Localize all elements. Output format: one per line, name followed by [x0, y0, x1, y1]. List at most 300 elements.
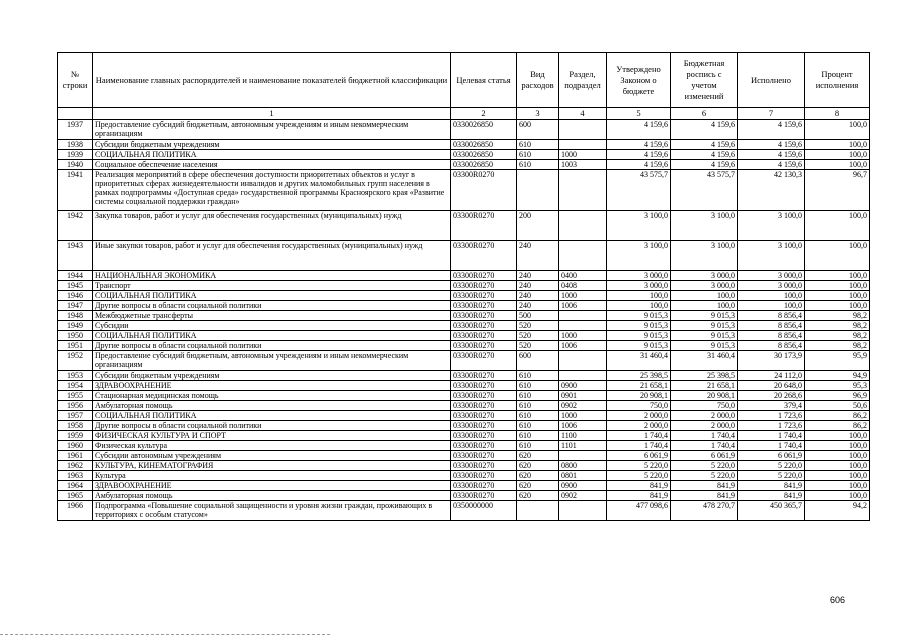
row-section: 1000 — [559, 411, 607, 421]
row-percent: 100,0 — [805, 481, 870, 491]
row-name: Субсидии бюджетным учреждениям — [93, 371, 451, 381]
row-approved: 2 000,0 — [607, 421, 671, 431]
row-target: 0330026850 — [451, 120, 517, 140]
row-name: КУЛЬТУРА, КИНЕМАТОГРАФИЯ — [93, 461, 451, 471]
row-expense-type: 500 — [517, 311, 559, 321]
budget-table — [57, 52, 870, 521]
row-executed: 8 856,4 — [738, 311, 805, 321]
row-expense-type: 620 — [517, 481, 559, 491]
row-target: 03300R0270 — [451, 411, 517, 421]
row-budget: 25 398,5 — [671, 371, 738, 381]
row-number: 1962 — [58, 461, 93, 471]
row-expense-type — [517, 501, 559, 521]
row-executed: 8 856,4 — [738, 321, 805, 331]
row-percent: 100,0 — [805, 441, 870, 451]
row-percent: 98,2 — [805, 311, 870, 321]
row-name: ФИЗИЧЕСКАЯ КУЛЬТУРА И СПОРТ — [93, 431, 451, 441]
row-expense-type — [517, 170, 559, 211]
row-percent: 96,9 — [805, 391, 870, 401]
row-section: 0801 — [559, 471, 607, 481]
row-expense-type: 610 — [517, 381, 559, 391]
header-row — [58, 53, 870, 108]
row-budget: 1 740,4 — [671, 431, 738, 441]
row-expense-type: 610 — [517, 401, 559, 411]
table-row — [58, 371, 870, 381]
row-number: 1965 — [58, 491, 93, 501]
row-name: Межбюджетные трансферты — [93, 311, 451, 321]
row-budget: 21 658,1 — [671, 381, 738, 391]
row-target: 03300R0270 — [451, 371, 517, 381]
row-budget: 2 000,0 — [671, 411, 738, 421]
row-expense-type: 610 — [517, 441, 559, 451]
row-budget: 5 220,0 — [671, 461, 738, 471]
row-section: 1003 — [559, 160, 607, 170]
row-executed: 4 159,6 — [738, 140, 805, 150]
row-approved: 6 061,9 — [607, 451, 671, 461]
row-executed: 8 856,4 — [738, 341, 805, 351]
row-target: 03300R0270 — [451, 331, 517, 341]
row-expense-type: 610 — [517, 391, 559, 401]
row-number: 1944 — [58, 271, 93, 281]
row-target: 03300R0270 — [451, 391, 517, 401]
row-section — [559, 501, 607, 521]
row-budget: 841,9 — [671, 491, 738, 501]
row-target: 03300R0270 — [451, 491, 517, 501]
table-row — [58, 211, 870, 241]
row-executed: 5 220,0 — [738, 461, 805, 471]
row-expense-type: 620 — [517, 491, 559, 501]
row-percent: 100,0 — [805, 140, 870, 150]
row-section — [559, 140, 607, 150]
row-section: 1101 — [559, 441, 607, 451]
row-executed: 3 000,0 — [738, 271, 805, 281]
row-executed: 3 000,0 — [738, 281, 805, 291]
row-number: 1960 — [58, 441, 93, 451]
table-row — [58, 341, 870, 351]
row-approved: 9 015,3 — [607, 331, 671, 341]
table-row — [58, 441, 870, 451]
row-approved: 4 159,6 — [607, 160, 671, 170]
column-number: 8 — [805, 108, 870, 120]
row-name: Транспорт — [93, 281, 451, 291]
table-row — [58, 140, 870, 150]
row-target: 03300R0270 — [451, 211, 517, 241]
row-number: 1957 — [58, 411, 93, 421]
row-target: 03300R0270 — [451, 481, 517, 491]
row-budget: 3 100,0 — [671, 241, 738, 271]
row-approved: 3 000,0 — [607, 281, 671, 291]
row-name: СОЦИАЛЬНАЯ ПОЛИТИКА — [93, 411, 451, 421]
row-section: 1006 — [559, 301, 607, 311]
row-approved: 3 100,0 — [607, 241, 671, 271]
row-name: Другие вопросы в области социальной политики — [93, 301, 451, 311]
row-expense-type: 610 — [517, 140, 559, 150]
row-name: Физическая культура — [93, 441, 451, 451]
row-target: 03300R0270 — [451, 441, 517, 451]
row-number: 1950 — [58, 331, 93, 341]
row-executed: 100,0 — [738, 291, 805, 301]
row-name: Социальное обеспечение населения — [93, 160, 451, 170]
row-section: 0902 — [559, 401, 607, 411]
row-expense-type: 240 — [517, 241, 559, 271]
row-target: 03300R0270 — [451, 381, 517, 391]
row-name: НАЦИОНАЛЬНАЯ ЭКОНОМИКА — [93, 271, 451, 281]
row-budget: 1 740,4 — [671, 441, 738, 451]
row-name: Предоставление субсидий бюджетным, автономным учреждениям и иным некоммерческим организациям — [93, 351, 451, 371]
row-section: 0901 — [559, 391, 607, 401]
row-target: 03300R0270 — [451, 301, 517, 311]
row-number: 1948 — [58, 311, 93, 321]
row-section: 0900 — [559, 481, 607, 491]
row-expense-type: 610 — [517, 421, 559, 431]
row-percent: 96,7 — [805, 170, 870, 211]
row-approved: 2 000,0 — [607, 411, 671, 421]
row-number: 1963 — [58, 471, 93, 481]
row-section: 0900 — [559, 381, 607, 391]
row-number: 1938 — [58, 140, 93, 150]
row-approved: 4 159,6 — [607, 120, 671, 140]
row-expense-type: 610 — [517, 150, 559, 160]
row-number: 1945 — [58, 281, 93, 291]
row-section: 1000 — [559, 150, 607, 160]
row-approved: 100,0 — [607, 291, 671, 301]
row-expense-type: 520 — [517, 331, 559, 341]
row-approved: 25 398,5 — [607, 371, 671, 381]
row-section — [559, 241, 607, 271]
row-number: 1958 — [58, 421, 93, 431]
row-expense-type: 240 — [517, 271, 559, 281]
row-approved: 841,9 — [607, 481, 671, 491]
row-expense-type: 240 — [517, 301, 559, 311]
row-target: 0350000000 — [451, 501, 517, 521]
table-row — [58, 150, 870, 160]
table-row — [58, 491, 870, 501]
row-executed: 4 159,6 — [738, 150, 805, 160]
row-executed: 3 100,0 — [738, 241, 805, 271]
row-target: 03300R0270 — [451, 170, 517, 211]
row-approved: 43 575,7 — [607, 170, 671, 211]
row-percent: 100,0 — [805, 281, 870, 291]
row-percent: 100,0 — [805, 491, 870, 501]
column-number: 1 — [93, 108, 451, 120]
row-approved: 3 000,0 — [607, 271, 671, 281]
row-name: Реализация мероприятий в сфере обеспечения доступности приоритетных объектов и услуг в приоритетных сферах жизнедеятельности инвалидов и других маломобильных групп населения в рамках подпрограммы «Доступная среда» государственной программы Красноярского края «Развитие системы социальной поддержки граждан» — [93, 170, 451, 211]
table-row — [58, 501, 870, 521]
row-target: 03300R0270 — [451, 461, 517, 471]
row-expense-type: 520 — [517, 321, 559, 331]
row-number: 1937 — [58, 120, 93, 140]
row-percent: 95,9 — [805, 351, 870, 371]
row-executed: 1 723,6 — [738, 411, 805, 421]
row-budget: 3 000,0 — [671, 271, 738, 281]
row-percent: 86,2 — [805, 411, 870, 421]
row-number: 1954 — [58, 381, 93, 391]
row-approved: 4 159,6 — [607, 150, 671, 160]
row-executed: 450 365,7 — [738, 501, 805, 521]
column-number: 6 — [671, 108, 738, 120]
row-executed: 1 740,4 — [738, 431, 805, 441]
header-row-no: № строки — [58, 53, 93, 108]
row-number: 1966 — [58, 501, 93, 521]
row-section: 0408 — [559, 281, 607, 291]
row-number: 1955 — [58, 391, 93, 401]
table-row — [58, 461, 870, 471]
row-budget: 478 270,7 — [671, 501, 738, 521]
row-name: ЗДРАВООХРАНЕНИЕ — [93, 481, 451, 491]
row-percent: 100,0 — [805, 291, 870, 301]
table-row — [58, 411, 870, 421]
row-number: 1953 — [58, 371, 93, 381]
row-number: 1959 — [58, 431, 93, 441]
row-executed: 4 159,6 — [738, 120, 805, 140]
column-number: 7 — [738, 108, 805, 120]
row-name: Стационарная медицинская помощь — [93, 391, 451, 401]
row-budget: 841,9 — [671, 481, 738, 491]
row-approved: 9 015,3 — [607, 321, 671, 331]
row-expense-type: 200 — [517, 211, 559, 241]
row-expense-type: 610 — [517, 160, 559, 170]
header-budget-list: Бюджетная роспись с учетом изменений — [671, 53, 738, 108]
row-executed: 30 173,9 — [738, 351, 805, 371]
row-budget: 31 460,4 — [671, 351, 738, 371]
header-name: Наименование главных распорядителей и наименование показателей бюджетной классификации — [93, 53, 451, 108]
row-name: СОЦИАЛЬНАЯ ПОЛИТИКА — [93, 291, 451, 301]
row-expense-type: 610 — [517, 431, 559, 441]
column-number: 3 — [517, 108, 559, 120]
table-row — [58, 160, 870, 170]
table-row — [58, 471, 870, 481]
row-percent: 100,0 — [805, 461, 870, 471]
row-budget: 2 000,0 — [671, 421, 738, 431]
row-executed: 1 723,6 — [738, 421, 805, 431]
row-number: 1956 — [58, 401, 93, 411]
row-name: Другие вопросы в области социальной политики — [93, 341, 451, 351]
row-section — [559, 211, 607, 241]
row-section: 1000 — [559, 291, 607, 301]
row-section — [559, 451, 607, 461]
row-percent: 100,0 — [805, 241, 870, 271]
row-budget: 9 015,3 — [671, 331, 738, 341]
header-executed: Исполнено — [738, 53, 805, 108]
column-number: 4 — [559, 108, 607, 120]
header-approved: Утверждено Законом о бюджете — [607, 53, 671, 108]
row-budget: 43 575,7 — [671, 170, 738, 211]
row-percent: 100,0 — [805, 451, 870, 461]
row-approved: 841,9 — [607, 491, 671, 501]
row-target: 03300R0270 — [451, 421, 517, 431]
row-name: ЗДРАВООХРАНЕНИЕ — [93, 381, 451, 391]
table-row — [58, 311, 870, 321]
row-budget: 6 061,9 — [671, 451, 738, 461]
row-section — [559, 311, 607, 321]
row-name: СОЦИАЛЬНАЯ ПОЛИТИКА — [93, 150, 451, 160]
row-section — [559, 321, 607, 331]
row-budget: 9 015,3 — [671, 311, 738, 321]
row-name: Другие вопросы в области социальной политики — [93, 421, 451, 431]
row-section: 0400 — [559, 271, 607, 281]
row-percent: 98,2 — [805, 331, 870, 341]
row-section: 1006 — [559, 341, 607, 351]
row-budget: 20 908,1 — [671, 391, 738, 401]
row-percent: 94,2 — [805, 501, 870, 521]
table-row — [58, 301, 870, 311]
row-name: Амбулаторная помощь — [93, 401, 451, 411]
table-row — [58, 481, 870, 491]
table-row — [58, 291, 870, 301]
row-percent: 100,0 — [805, 160, 870, 170]
row-target: 03300R0270 — [451, 341, 517, 351]
row-name: Субсидии — [93, 321, 451, 331]
row-executed: 379,4 — [738, 401, 805, 411]
header-percent: Процент исполнения — [805, 53, 870, 108]
page-number: 606 — [830, 595, 846, 605]
row-executed: 24 112,0 — [738, 371, 805, 381]
row-percent: 100,0 — [805, 211, 870, 241]
row-executed: 4 159,6 — [738, 160, 805, 170]
header-expense-type: Вид расходов — [517, 53, 559, 108]
row-approved: 750,0 — [607, 401, 671, 411]
row-percent: 86,2 — [805, 421, 870, 431]
row-target: 03300R0270 — [451, 291, 517, 301]
row-budget: 4 159,6 — [671, 120, 738, 140]
table-row — [58, 391, 870, 401]
row-approved: 5 220,0 — [607, 471, 671, 481]
row-executed: 1 740,4 — [738, 441, 805, 451]
row-number: 1961 — [58, 451, 93, 461]
scan-artifact-line — [0, 634, 330, 635]
row-target: 03300R0270 — [451, 451, 517, 461]
row-number: 1951 — [58, 341, 93, 351]
row-name: Субсидии автономным учреждениям — [93, 451, 451, 461]
row-target: 0330026850 — [451, 150, 517, 160]
row-approved: 3 100,0 — [607, 211, 671, 241]
row-percent: 100,0 — [805, 150, 870, 160]
row-section — [559, 351, 607, 371]
row-name: Культура — [93, 471, 451, 481]
row-approved: 1 740,4 — [607, 431, 671, 441]
row-percent: 100,0 — [805, 271, 870, 281]
row-approved: 477 098,6 — [607, 501, 671, 521]
column-number — [58, 108, 93, 120]
row-executed: 42 130,3 — [738, 170, 805, 211]
row-name: СОЦИАЛЬНАЯ ПОЛИТИКА — [93, 331, 451, 341]
row-approved: 21 658,1 — [607, 381, 671, 391]
row-section: 1100 — [559, 431, 607, 441]
row-budget: 750,0 — [671, 401, 738, 411]
row-target: 03300R0270 — [451, 431, 517, 441]
row-approved: 31 460,4 — [607, 351, 671, 371]
row-expense-type: 620 — [517, 461, 559, 471]
row-name: Предоставление субсидий бюджетным, автономным учреждениям и иным некоммерческим организациям — [93, 120, 451, 140]
row-section: 1000 — [559, 331, 607, 341]
row-approved: 4 159,6 — [607, 140, 671, 150]
row-approved: 100,0 — [607, 301, 671, 311]
column-number: 5 — [607, 108, 671, 120]
table-row — [58, 331, 870, 341]
row-number: 1964 — [58, 481, 93, 491]
row-section: 0800 — [559, 461, 607, 471]
row-percent: 98,2 — [805, 321, 870, 331]
row-expense-type: 610 — [517, 411, 559, 421]
row-approved: 9 015,3 — [607, 341, 671, 351]
row-name: Подпрограмма «Повышение социальной защищенности и уровня жизни граждан, проживающих в территориях с особым статусом» — [93, 501, 451, 521]
row-expense-type: 600 — [517, 351, 559, 371]
row-budget: 9 015,3 — [671, 321, 738, 331]
row-number: 1952 — [58, 351, 93, 371]
row-number: 1946 — [58, 291, 93, 301]
header-section: Раздел, подраздел — [559, 53, 607, 108]
row-target: 0330026850 — [451, 140, 517, 150]
row-expense-type: 520 — [517, 341, 559, 351]
table-row — [58, 321, 870, 331]
row-target: 03300R0270 — [451, 321, 517, 331]
row-target: 03300R0270 — [451, 281, 517, 291]
row-executed: 6 061,9 — [738, 451, 805, 461]
row-budget: 9 015,3 — [671, 341, 738, 351]
row-executed: 5 220,0 — [738, 471, 805, 481]
row-expense-type: 610 — [517, 371, 559, 381]
row-section — [559, 371, 607, 381]
header-target: Целевая статья — [451, 53, 517, 108]
row-budget: 100,0 — [671, 301, 738, 311]
row-percent: 100,0 — [805, 120, 870, 140]
table-row — [58, 351, 870, 371]
row-number: 1940 — [58, 160, 93, 170]
row-executed: 8 856,4 — [738, 331, 805, 341]
row-target: 03300R0270 — [451, 351, 517, 371]
row-approved: 1 740,4 — [607, 441, 671, 451]
row-name: Закупка товаров, работ и услуг для обеспечения государственных (муниципальных) нужд — [93, 211, 451, 241]
row-budget: 5 220,0 — [671, 471, 738, 481]
row-section: 0902 — [559, 491, 607, 501]
row-percent: 98,2 — [805, 341, 870, 351]
row-percent: 50,6 — [805, 401, 870, 411]
row-executed: 3 100,0 — [738, 211, 805, 241]
row-approved: 20 908,1 — [607, 391, 671, 401]
row-number: 1942 — [58, 211, 93, 241]
row-executed: 20 648,0 — [738, 381, 805, 391]
row-budget: 4 159,6 — [671, 160, 738, 170]
table-row — [58, 241, 870, 271]
row-percent: 100,0 — [805, 471, 870, 481]
row-expense-type: 240 — [517, 291, 559, 301]
row-number: 1943 — [58, 241, 93, 271]
table-row — [58, 381, 870, 391]
table-body — [58, 120, 870, 521]
table-row — [58, 431, 870, 441]
row-target: 03300R0270 — [451, 271, 517, 281]
row-budget: 4 159,6 — [671, 150, 738, 160]
table-row — [58, 451, 870, 461]
row-target: 03300R0270 — [451, 311, 517, 321]
table-row — [58, 281, 870, 291]
row-target: 03300R0270 — [451, 241, 517, 271]
row-section — [559, 170, 607, 211]
row-target: 03300R0270 — [451, 471, 517, 481]
table-row — [58, 271, 870, 281]
row-executed: 841,9 — [738, 491, 805, 501]
row-budget: 4 159,6 — [671, 140, 738, 150]
row-budget: 3 100,0 — [671, 211, 738, 241]
row-percent: 95,3 — [805, 381, 870, 391]
row-percent: 94,9 — [805, 371, 870, 381]
row-percent: 100,0 — [805, 431, 870, 441]
row-target: 0330026850 — [451, 160, 517, 170]
row-budget: 3 000,0 — [671, 281, 738, 291]
row-expense-type: 620 — [517, 451, 559, 461]
row-executed: 841,9 — [738, 481, 805, 491]
column-number-row — [58, 108, 870, 120]
